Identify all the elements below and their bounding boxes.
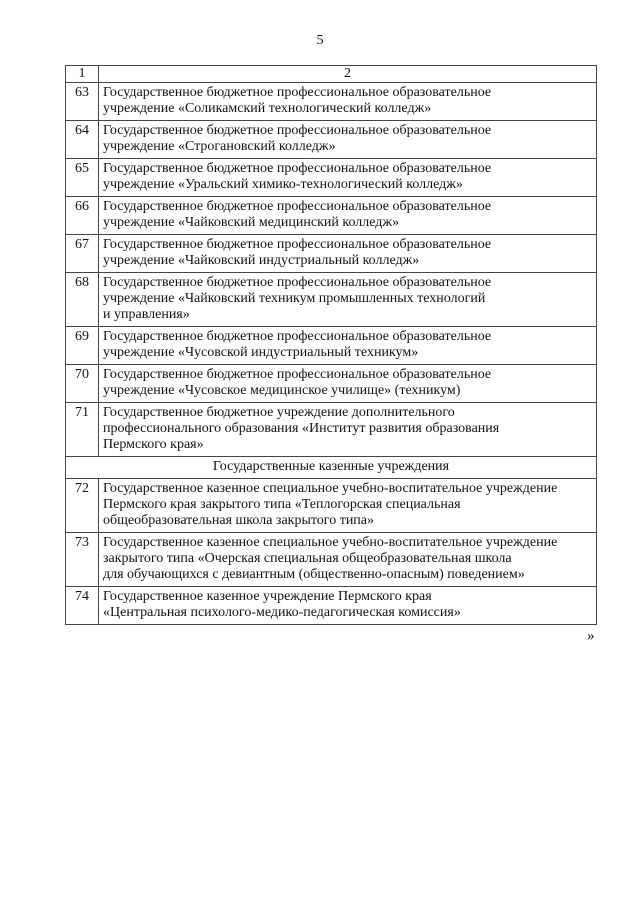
institution-name-line: Государственное бюджетное профессиональное образовательное	[103, 123, 492, 138]
table-row	[66, 403, 597, 457]
header-col-name: 2	[99, 66, 597, 83]
section-title: Государственные казенные учреждения	[66, 457, 597, 479]
institution-name-line: учреждение «Чайковский индустриальный колледж»	[103, 253, 420, 268]
row-number: 65	[66, 159, 99, 197]
institution-name-line: закрытого типа «Очерская специальная общеобразовательная школа	[103, 551, 512, 566]
institution-name-line: Государственное бюджетное учреждение дополнительного	[103, 405, 455, 420]
institution-name	[99, 587, 597, 625]
institution-name-line: учреждение «Соликамский технологический колледж»	[103, 101, 432, 116]
section-header-row	[66, 457, 597, 479]
institution-name-line: учреждение «Чусовское медицинское училище» (техникум)	[103, 383, 461, 398]
row-number: 64	[66, 121, 99, 159]
table-row	[66, 365, 597, 403]
table-row	[66, 479, 597, 533]
institution-name	[99, 273, 597, 327]
row-number: 67	[66, 235, 99, 273]
institution-name-line: Государственное бюджетное профессиональное образовательное	[103, 85, 492, 100]
institution-name-line: Государственное бюджетное профессиональное образовательное	[103, 237, 492, 252]
institution-name-line: Государственное казенное учреждение Пермского края	[103, 589, 432, 604]
institution-name-line: учреждение «Чайковский медицинский колледж»	[103, 215, 400, 230]
row-number: 70	[66, 365, 99, 403]
institution-name-line: для обучающихся с девиантным (общественно-опасным) поведением»	[103, 567, 525, 582]
table-row	[66, 273, 597, 327]
institutions-table	[65, 65, 597, 625]
institution-name	[99, 403, 597, 457]
institution-name-line: Пермского края»	[103, 437, 204, 452]
closing-quote: »	[587, 628, 595, 644]
institution-name-line: Государственное бюджетное профессиональное образовательное	[103, 161, 492, 176]
row-number: 71	[66, 403, 99, 457]
table-row	[66, 121, 597, 159]
institution-name-line: Государственное бюджетное профессиональное образовательное	[103, 329, 492, 344]
institution-name-line: профессионального образования «Институт развития образования	[103, 421, 500, 436]
institution-name	[99, 121, 597, 159]
institution-name-line: Пермского края закрытого типа «Теплогорская специальная	[103, 497, 461, 512]
institution-name	[99, 83, 597, 121]
table-row	[66, 587, 597, 625]
table-row	[66, 327, 597, 365]
institution-name-line: учреждение «Строгановский колледж»	[103, 139, 336, 154]
institution-name-line: Государственное бюджетное профессиональное образовательное	[103, 367, 492, 382]
table-row	[66, 159, 597, 197]
institution-name-line: Государственное бюджетное профессиональное образовательное	[103, 199, 492, 214]
row-number: 73	[66, 533, 99, 587]
institution-name	[99, 479, 597, 533]
institution-name	[99, 533, 597, 587]
row-number: 69	[66, 327, 99, 365]
institution-name-line: Государственное казенное специальное учебно-воспитательное учреждение	[103, 481, 558, 496]
institution-name	[99, 235, 597, 273]
institution-name-line: Государственное бюджетное профессиональное образовательное	[103, 275, 492, 290]
page-number: 5	[316, 33, 324, 48]
institution-name-line: Государственное казенное специальное учебно-воспитательное учреждение	[103, 535, 558, 550]
row-number: 74	[66, 587, 99, 625]
table-row	[66, 83, 597, 121]
row-number: 66	[66, 197, 99, 235]
institution-name	[99, 327, 597, 365]
institution-name	[99, 197, 597, 235]
table-row	[66, 533, 597, 587]
table-row	[66, 235, 597, 273]
institution-name-line: учреждение «Уральский химико-технологический колледж»	[103, 177, 463, 192]
row-number: 63	[66, 83, 99, 121]
institution-name	[99, 159, 597, 197]
institution-name-line: «Центральная психолого-медико-педагогическая комиссия»	[103, 605, 461, 620]
header-col-number: 1	[66, 66, 99, 83]
table-row	[66, 197, 597, 235]
institution-name-line: общеобразовательная школа закрытого типа»	[103, 513, 375, 528]
table-header-row	[66, 66, 597, 83]
institution-name-line: учреждение «Чайковский техникум промышленных технологий	[103, 291, 486, 306]
institution-name-line: и управления»	[103, 307, 190, 322]
institution-name-line: учреждение «Чусовской индустриальный техникум»	[103, 345, 419, 360]
row-number: 72	[66, 479, 99, 533]
institution-name	[99, 365, 597, 403]
row-number: 68	[66, 273, 99, 327]
